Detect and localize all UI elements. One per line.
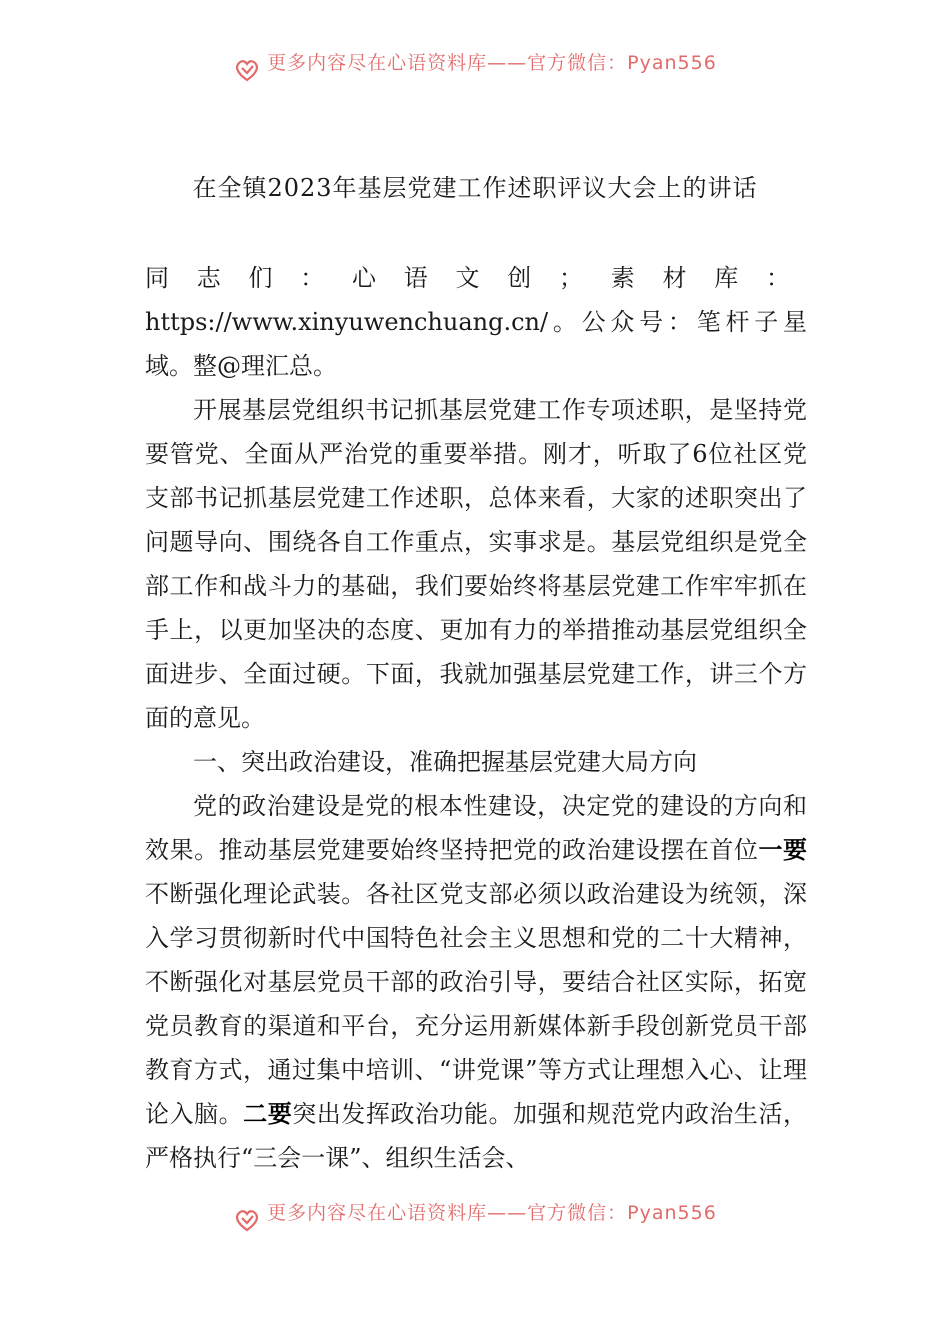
greeting-salutation: 同志们：心语文创；素材库： bbox=[145, 264, 807, 292]
greeting-source: https://www.xinyuwenchuang.cn/。公众号：笔杆子星域。整@理汇总。 bbox=[145, 308, 807, 380]
heart-logo-icon bbox=[233, 56, 261, 84]
watermark-text: 更多内容尽在心语资料库——官方微信：Pyan556 bbox=[267, 51, 717, 74]
heart-logo-icon bbox=[233, 1206, 261, 1234]
document-body bbox=[145, 256, 807, 1180]
watermark-footer bbox=[0, 1200, 950, 1240]
paragraph-political-tail: 突出发挥政治功能。加强和规范党内政治生活，严格执行“三会一课”、组织生活会、 bbox=[145, 1100, 808, 1172]
paragraph-intro: 开展基层党组织书记抓基层党建工作专项述职，是坚持党要管党、全面从严治党的重要举措。刚才，听取了6位社区党支部书记抓基层党建工作述职，总体来看，大家的述职突出了问题导向、围绕各自工作重点，实事求是。基层党组织是党全部工作和战斗力的基础，我们要始终将基层党建工作牢牢抓在手上，以更加坚决的态度、更加有力的举措推动基层党组织全面进步、全面过硬。下面，我就加强基层党建工作，讲三个方面的意见。 bbox=[145, 396, 807, 732]
paragraph-political-mid: 不断强化理论武装。各社区党支部必须以政治建设为统领，深入学习贯彻新时代中国特色社会主义思想和党的二十大精神，不断强化对基层党员干部的政治引导，要结合社区实际，拓宽党员教育的渠道和平台，充分运用新媒体新手段创新党员干部教育方式，通过集中培训、“讲党课”等方式让理想入心、让理论入脑。 bbox=[145, 880, 807, 1128]
bold-marker-first: 一要 bbox=[758, 835, 808, 864]
section-heading-1: 一、突出政治建设，准确把握基层党建大局方向 bbox=[193, 748, 697, 776]
paragraph-political bbox=[145, 784, 807, 1180]
watermark-header bbox=[0, 50, 950, 90]
greeting bbox=[145, 256, 807, 388]
document-title: 在全镇2023年基层党建工作述职评议大会上的讲话 bbox=[192, 174, 758, 202]
watermark-text: 更多内容尽在心语资料库——官方微信：Pyan556 bbox=[267, 1201, 717, 1224]
paragraph-political-lead: 党的政治建设是党的根本性建设，决定党的建设的方向和效果。推动基层党建要始终坚持把党的政治建设摆在首位 bbox=[145, 792, 807, 864]
bold-marker-second: 二要 bbox=[243, 1099, 293, 1128]
